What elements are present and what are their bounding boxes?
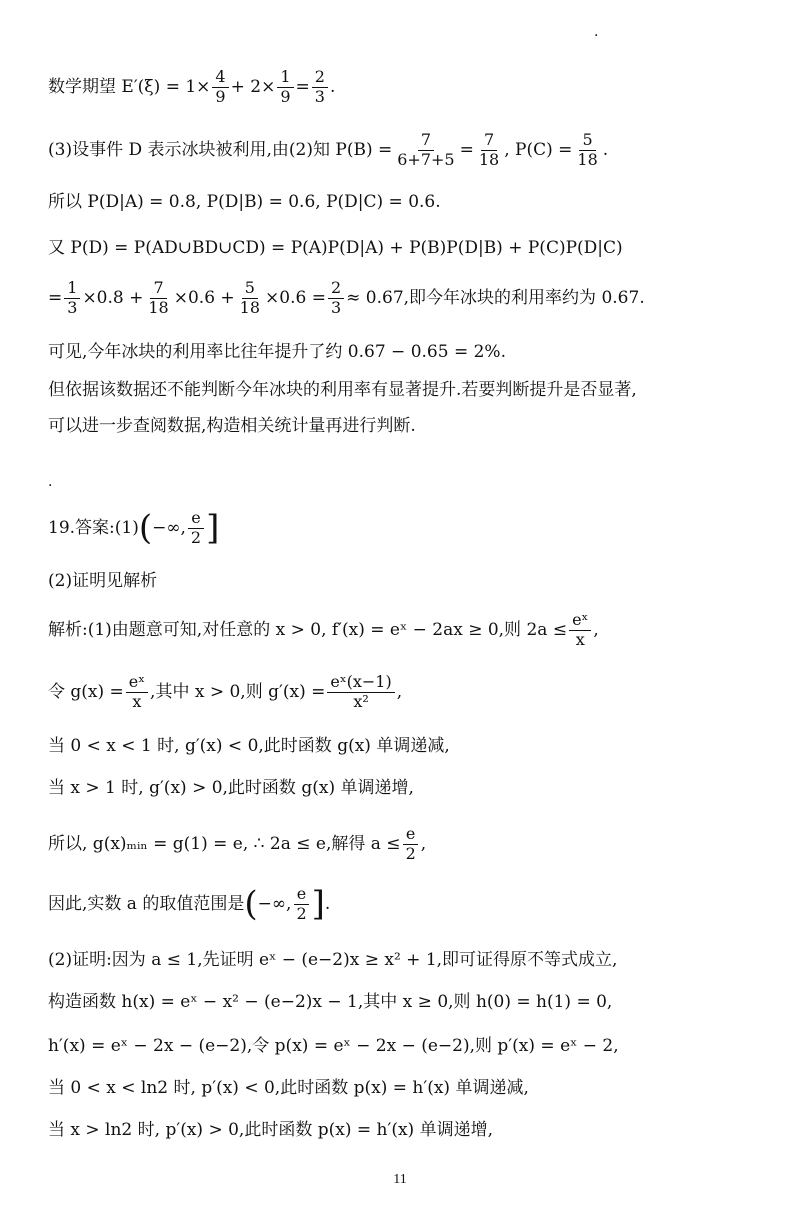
fraction [277,66,293,106]
fraction [574,129,600,169]
right-bracket: ] [206,508,220,548]
text: ,其中 x > 0,则 g′(x) = [150,681,326,702]
numerator: 2 [328,280,344,299]
text: (2)证明见解析 [48,570,158,591]
conditional-probabilities-line [48,190,760,214]
text: 当 0 < x < ln2 时, p′(x) < 0,此时函数 p(x) = h′(x) 单调递减, [48,1077,529,1098]
left-paren: ( [138,508,153,548]
text: −∞, [257,893,292,914]
stray-dot-top: . [594,24,599,40]
fraction [403,823,419,863]
numerator: 2 [312,69,328,88]
text: 解析:(1)由题意可知,对任意的 x > 0, f′(x) = eˣ − 2ax ≥ 0,则 2a ≤ [48,619,568,640]
denominator: x [575,629,585,649]
text: 构造函数 h(x) = eˣ − x² − (e−2)x − 1,其中 x ≥ 0,则 h(0) = h(1) = 0, [48,991,613,1012]
text: , [420,833,427,854]
text: 所以, g(x)ₘᵢₙ = g(1) = e, ∴ 2a ≤ e,解得 a ≤ [48,833,401,854]
fraction [312,66,328,106]
text: 当 0 < x < 1 时, g′(x) < 0,此时函数 g(x) 单调递减, [48,735,450,756]
denominator: 18 [478,149,500,169]
text: (2)证明:因为 a ≤ 1,先证明 eˣ − (e−2)x ≥ x² + 1,即可证得原不等式成立, [48,949,618,970]
denominator: 3 [67,297,78,317]
define-g-line [48,666,760,718]
text: ≈ 0.67,即今年冰块的利用率约为 0.67. [346,287,645,308]
page-number: 11 [393,1172,407,1187]
text: 数学期望 E′(ξ) = 1× [48,76,211,97]
text: 可见,今年冰块的利用率比往年提升了约 0.67 − 0.65 = 2%. [48,341,506,362]
range-of-a-line [48,880,760,928]
text: , [396,681,403,702]
text: 因此,实数 a 的取值范围是 [48,893,245,914]
numerator: 5 [579,132,595,151]
fraction [237,277,263,317]
text: + 2× [230,76,276,97]
further-analysis-line [48,414,760,438]
numerator: 7 [481,132,497,151]
utilization-rate-line [48,276,760,320]
text: . [602,139,609,160]
fraction [569,609,591,649]
denominator: 3 [314,86,325,106]
fraction [328,277,344,317]
fraction [394,129,457,169]
fraction [126,671,148,711]
p-increasing-line [48,1118,760,1142]
denominator: 9 [280,86,291,106]
numerator: 7 [150,280,166,299]
text: (3)设事件 D 表示冰块被利用,由(2)知 P(B) = [48,139,393,160]
text: 19.答案:(1) [48,517,139,538]
denominator: 6+7+5 [397,149,455,169]
text: ×0.6 + [173,287,235,308]
text: . [329,76,336,97]
text: −∞, [152,517,186,538]
fraction [476,129,502,169]
denominator: 18 [577,149,598,169]
g-increasing-line [48,776,760,800]
denominator: x² [353,691,369,711]
proof-intro-line [48,948,760,972]
denominator: 18 [239,297,261,317]
q19-answer-line [48,504,760,552]
numerator: e [403,826,418,845]
numerator: eˣ(x−1) [327,674,394,693]
text: = [295,76,310,97]
g-decreasing-line [48,734,760,758]
total-probability-line [48,236,760,260]
denominator: 2 [405,843,416,863]
left-paren: ( [244,884,258,924]
denominator: 2 [296,903,307,923]
p-decreasing-line [48,1076,760,1100]
numerator: 7 [418,132,434,151]
numerator: 1 [64,280,80,299]
numerator: 5 [242,280,258,299]
g-minimum-line [48,820,760,868]
text: , P(C) = [504,139,573,160]
numerator: e [294,886,309,905]
construct-h-line [48,990,760,1014]
event-d-line [48,128,760,172]
fraction [145,277,171,317]
text: = [48,287,63,308]
denominator: 9 [215,86,226,106]
fraction [327,671,394,711]
text: ×0.6 = [265,287,326,308]
text: 可以进一步查阅数据,构造相关统计量再进行判断. [48,415,416,436]
numerator: 1 [277,69,293,88]
text: 当 x > 1 时, g′(x) > 0,此时函数 g(x) 单调递增, [48,777,414,798]
fraction [212,66,228,106]
text: , [593,619,599,640]
text: 但依据该数据还不能判断今年冰块的利用率有显著提升.若要判断提升是否显著, [48,379,637,400]
denominator: 3 [330,297,342,317]
fraction [293,883,309,923]
denominator: 18 [148,297,169,317]
numerator: e [188,510,203,529]
denominator: x [132,691,142,711]
analysis-line [48,606,760,654]
text: . [324,893,331,914]
text: 又 P(D) = P(AD∪BD∪CD) = P(A)P(D|A) + P(B)P(D|B) + P(C)P(D|C) [48,237,623,258]
right-bracket: ] [311,884,325,924]
numerator: eˣ [126,674,148,693]
stray-dot-left: . [48,474,53,490]
improvement-line [48,340,760,364]
text: = [459,139,474,160]
significance-line [48,378,760,402]
numerator: 4 [212,69,228,88]
text: 所以 P(D|A) = 0.8, P(D|B) = 0.6, P(D|C) = 0.6. [48,191,441,212]
text: 当 x > ln2 时, p′(x) > 0,此时函数 p(x) = h′(x) 单调递增, [48,1119,493,1140]
q19-part2-answer [48,569,760,593]
numerator: eˣ [569,612,591,631]
text: 令 g(x) = [48,681,124,702]
fraction [64,277,80,317]
text: h′(x) = eˣ − 2x − (e−2),令 p(x) = eˣ − 2x − (e−2),则 p′(x) = eˣ − 2, [48,1035,619,1056]
text: ×0.8 + [82,287,144,308]
denominator: 2 [190,527,202,547]
fraction [188,507,204,547]
h-derivative-line [48,1034,760,1058]
expectation-line [48,65,760,109]
